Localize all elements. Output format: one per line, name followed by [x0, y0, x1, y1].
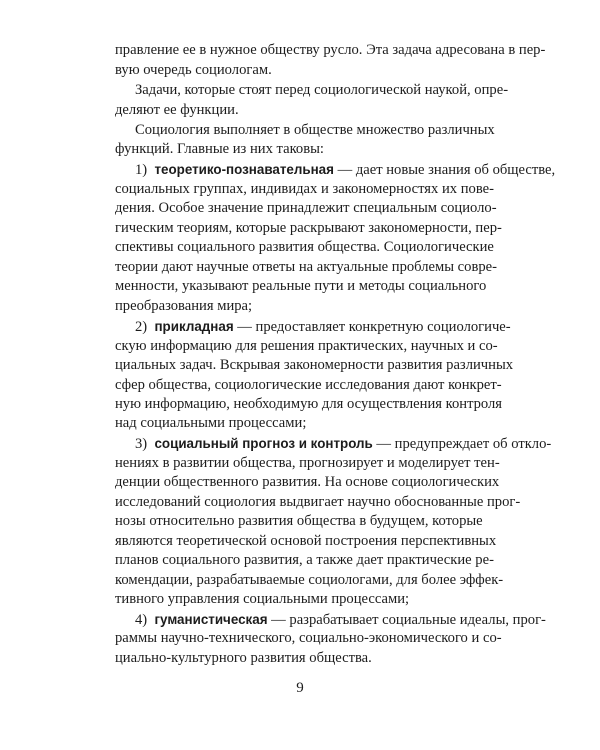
item-number: 3)	[135, 436, 148, 452]
text-line: денции общественного развития. На основе социологических	[115, 474, 500, 490]
text-line: скую информацию для решения практических, научных и со-	[115, 338, 498, 354]
item-text: — предупреждает об отклo-	[372, 436, 552, 452]
text-line: исследований социология выдвигает научно обоснованные прог-	[115, 494, 521, 510]
text-line: ную информацию, необходимую для осуществления контроля	[115, 396, 503, 412]
text-line: Социология выполняет в обществе множество различных	[135, 122, 495, 138]
function-term: гуманистическая	[154, 612, 268, 627]
text-line: планов социального развития, а также дает практические ре-	[115, 552, 494, 568]
function-item-first-line	[135, 317, 511, 337]
text-line: менности, указывают реальные пути и методы социального	[115, 278, 487, 294]
item-text: — предоставляет конкретную социологиче-	[233, 319, 511, 335]
text-line: сфер общества, социологические исследования дают конкрет-	[115, 377, 502, 393]
page-number: 9	[296, 680, 304, 696]
item-text: — дает новые знания об обществе,	[333, 162, 556, 178]
function-term: социальный прогноз и контроль	[154, 436, 373, 451]
text-line: циально-культурного развития общества.	[115, 650, 372, 666]
text-line: комендации, разрабатываемые социологами, для более эффек-	[115, 572, 504, 588]
item-number: 2)	[135, 319, 148, 335]
text-line: нениях в развитии общества, прогнозирует и моделирует тен-	[115, 455, 500, 471]
text-line: теории дают научные ответы на актуальные проблемы совре-	[115, 259, 497, 275]
function-item-first-line	[135, 434, 552, 454]
text-line: тивного управления социальными процессами;	[115, 591, 410, 607]
function-item-first-line	[135, 610, 546, 630]
text-line: правление ее в нужное обществу русло. Эта задача адресована в пер-	[115, 42, 546, 58]
text-line: дения. Особое значение принадлежит специальным социоло-	[115, 200, 497, 216]
function-item-first-line	[135, 160, 556, 180]
text-line: над социальными процессами;	[115, 415, 307, 431]
text-line: спективы социального развития общества. Социологические	[115, 239, 494, 255]
text-line: гическим теориям, которые раскрывают закономерности, пер-	[115, 220, 502, 236]
text-line: преобразования мира;	[115, 298, 253, 314]
text-line: вую очередь социологам.	[115, 62, 272, 78]
text-line: социальных группах, индивидах и закономерностях их пове-	[115, 181, 494, 197]
text-line: Задачи, которые стоят перед социологической наукой, опре-	[135, 82, 509, 98]
text-line: циальных задач. Вскрывая закономерности развития различных	[115, 357, 514, 373]
function-term: прикладная	[154, 319, 234, 334]
text-line: функций. Главные из них таковы:	[115, 141, 324, 157]
item-number: 4)	[135, 612, 148, 628]
function-term: теоретико-познавательная	[154, 162, 334, 177]
item-number: 1)	[135, 162, 148, 178]
text-line: раммы научно-технического, социально-экономического и со-	[115, 630, 502, 646]
text-line: нозы относительно развития общества в будущем, которые	[115, 513, 483, 529]
text-line: являются теоретической основой построения перспективных	[115, 533, 497, 549]
item-text: — разрабатывает социальные идеалы, прог-	[267, 612, 546, 628]
text-line: деляют ее функции.	[115, 102, 239, 118]
